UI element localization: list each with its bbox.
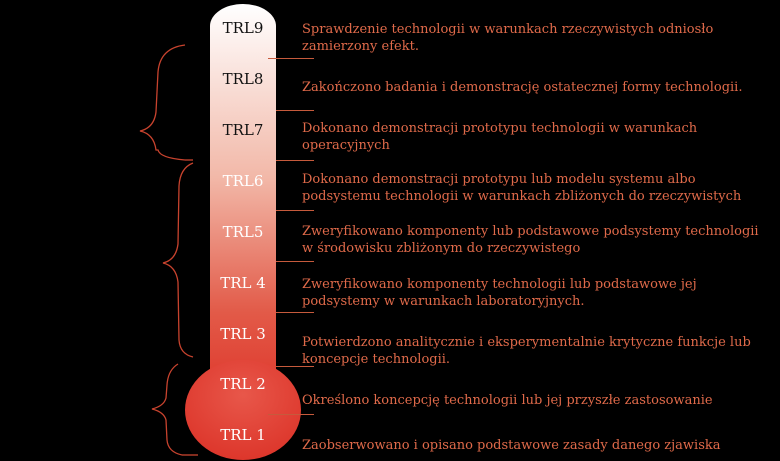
- trl2-label: TRL 2: [220, 375, 266, 393]
- trl3-label: TRL 3: [220, 325, 266, 343]
- leader-trl4: [276, 312, 314, 313]
- trl3-description: Potwierdzono analitycznie i eksperymentalnie krytyczne funkcje lub koncepcje technologii.: [302, 335, 751, 367]
- leader-trl5: [276, 261, 314, 262]
- trl5-label: TRL5: [222, 223, 264, 241]
- bracket-trl7-9: [140, 45, 185, 160]
- trl1-description: Zaobserwowano i opisano podstawowe zasady danego zjawiska: [302, 438, 721, 453]
- trl9-label: TRL9: [222, 19, 264, 37]
- trl4-description: Zweryfikowano komponenty technologii lub podstawowe jej podsystemy w warunkach laboratoryjnych.: [302, 277, 697, 309]
- trl2-description: Określono koncepcję technologii lub jej przyszłe zastosowanie: [302, 393, 713, 408]
- bracket-trl3-6: [163, 163, 193, 357]
- leader-trl9: [268, 58, 314, 59]
- trl8-description: Zakończono badania i demonstrację ostatecznej formy technologii.: [302, 80, 743, 95]
- trl6-label: TRL6: [222, 172, 264, 190]
- leader-trl6: [276, 210, 314, 211]
- leader-trl2: [268, 414, 314, 415]
- trl7-description: Dokonano demonstracji prototypu technologii w warunkach operacyjnych: [302, 121, 698, 153]
- trl5-description: Zweryfikowano komponenty lub podstawowe podsystemy technologii w środowisku zbliżonym do rzeczywistego: [302, 224, 759, 256]
- trl7-label: TRL7: [222, 121, 264, 139]
- trl9-description: Sprawdzenie technologii w warunkach rzeczywistych odniosło zamierzony efekt.: [302, 22, 714, 54]
- bracket-trl1-2: [152, 364, 182, 455]
- trl4-label: TRL 4: [220, 274, 266, 292]
- trl6-description: Dokonano demonstracji prototypu lub modelu systemu albo podsystemu technologii w warunkach zbliżonych do rzeczywistych: [302, 172, 742, 204]
- trl1-label: TRL 1: [220, 426, 266, 444]
- trl8-label: TRL8: [222, 70, 264, 88]
- leader-trl8: [276, 110, 314, 111]
- leader-trl7: [276, 160, 314, 161]
